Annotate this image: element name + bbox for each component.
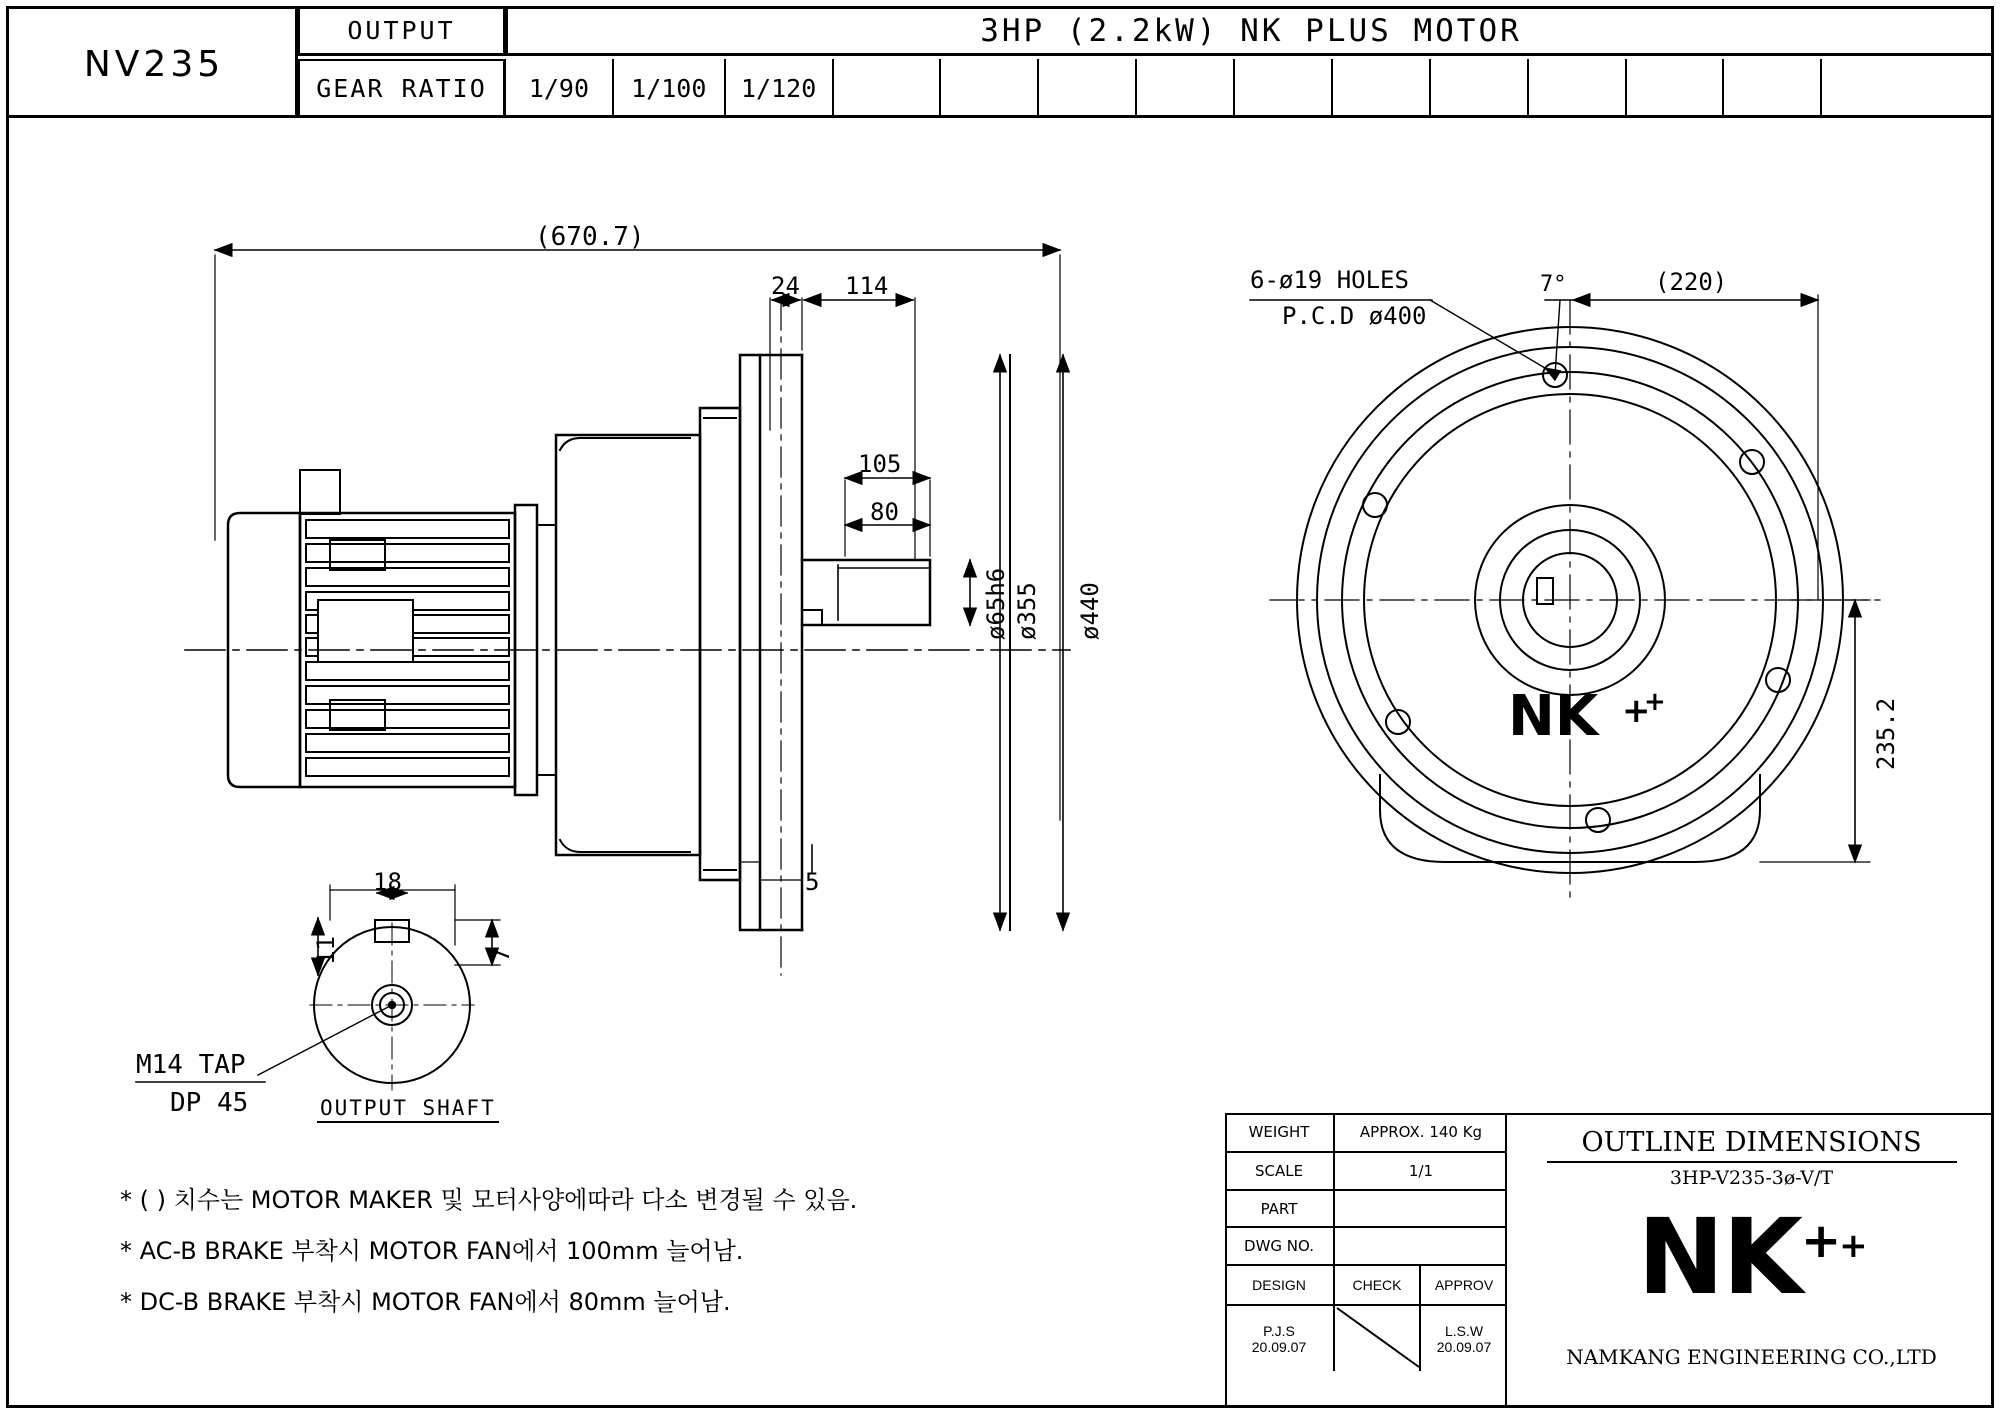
model-label: NV235 bbox=[83, 43, 225, 85]
tb-head-check: CHECK bbox=[1335, 1266, 1421, 1304]
gear-ratio-cell-0: 1/90 bbox=[506, 59, 614, 118]
output-label: OUTPUT bbox=[298, 6, 506, 56]
company-logo-plus: ++ bbox=[1800, 1213, 1866, 1270]
dim-angle: 7° bbox=[1540, 272, 1567, 297]
gear-ratio-cell-6 bbox=[1137, 59, 1235, 118]
tb-row-dwgno bbox=[1225, 1228, 1507, 1266]
note-holes: 6-ø19 HOLES bbox=[1250, 266, 1409, 294]
tb-sign-approv-name: L.S.W bbox=[1444, 1322, 1484, 1339]
gear-ratio-cell-5 bbox=[1039, 59, 1137, 118]
tb-key-dwgno: DWG NO. bbox=[1225, 1228, 1335, 1264]
tb-approval-values bbox=[1225, 1306, 1507, 1371]
tb-key-weight: WEIGHT bbox=[1225, 1113, 1335, 1151]
note-2: * DC-B BRAKE 부착시 MOTOR FAN에서 80mm 늘어남. bbox=[120, 1288, 731, 1316]
dim-front-height: 235.2 bbox=[1872, 697, 1900, 770]
gear-ratio-cell-9 bbox=[1431, 59, 1529, 118]
company-name: NAMKANG ENGINEERING CO.,LTD bbox=[1566, 1345, 1937, 1369]
tb-key-scale: SCALE bbox=[1225, 1153, 1335, 1189]
note-m14-tap: M14 TAP bbox=[136, 1050, 246, 1080]
tb-approval-headers bbox=[1225, 1266, 1507, 1306]
tb-sign-approv bbox=[1421, 1306, 1507, 1371]
company-logo-text: NK bbox=[1637, 1196, 1801, 1318]
dim-5: 5 bbox=[805, 868, 820, 896]
gear-ratio-cell-13 bbox=[1822, 59, 1994, 118]
dim-7: 7 bbox=[487, 947, 515, 962]
title-block-right bbox=[1509, 1113, 1994, 1408]
company-logo bbox=[1509, 1196, 1994, 1318]
gear-ratio-cell-7 bbox=[1235, 59, 1333, 118]
dim-114: 114 bbox=[845, 272, 889, 300]
dim-105: 105 bbox=[858, 450, 902, 478]
note-pcd: P.C.D ø400 bbox=[1282, 302, 1427, 330]
tb-sign-approv-date: 20.09.07 bbox=[1436, 1338, 1492, 1355]
tb-row-part bbox=[1225, 1191, 1507, 1228]
gear-ratio-cell-4 bbox=[941, 59, 1039, 118]
drawing-subtitle: 3HP-V235-3ø-V/T bbox=[1669, 1167, 1834, 1189]
gear-ratio-cell-1: 1/100 bbox=[614, 59, 726, 118]
dim-shaft-dia: ø65h6 bbox=[982, 567, 1010, 640]
svg-text:+: + bbox=[1644, 687, 1666, 717]
title-block-left bbox=[1225, 1113, 1507, 1408]
tb-value-part bbox=[1335, 1191, 1507, 1226]
note-0: * ( ) 치수는 MOTOR MAKER 및 모터사양에따라 다소 변경될 수 있음. bbox=[120, 1186, 858, 1214]
gear-ratio-cell-3 bbox=[834, 59, 942, 118]
tb-value-dwgno bbox=[1335, 1228, 1507, 1264]
gear-ratio-label: GEAR RATIO bbox=[298, 59, 506, 118]
dim-overall-length: (670.7) bbox=[535, 222, 645, 252]
caption-output-shaft: OUTPUT SHAFT bbox=[320, 1096, 496, 1120]
tb-value-scale: 1/1 bbox=[1408, 1162, 1434, 1180]
gear-ratio-cell-2: 1/120 bbox=[726, 59, 834, 118]
tb-sign-check bbox=[1335, 1306, 1421, 1371]
gear-ratio-cell-10 bbox=[1529, 59, 1627, 118]
tb-value-weight: APPROX. 140 Kg bbox=[1359, 1123, 1483, 1141]
note-1: * AC-B BRAKE 부착시 MOTOR FAN에서 100mm 늘어남. bbox=[120, 1237, 744, 1265]
gear-ratio-cell-11 bbox=[1627, 59, 1725, 118]
title-rule bbox=[1547, 1161, 1957, 1163]
tb-head-approv: APPROV bbox=[1434, 1277, 1494, 1293]
drawing-title: OUTLINE DIMENSIONS bbox=[1581, 1127, 1922, 1158]
gear-ratio-row bbox=[506, 59, 1994, 118]
tb-row-weight bbox=[1225, 1113, 1507, 1153]
gear-ratio-cell-8 bbox=[1333, 59, 1431, 118]
svg-text:NK: NK bbox=[1508, 684, 1599, 749]
model-cell bbox=[6, 6, 298, 118]
dim-11: 11 bbox=[312, 936, 340, 965]
notes-list bbox=[120, 1180, 1020, 1333]
tb-key-part: PART bbox=[1225, 1191, 1335, 1226]
dim-24: 24 bbox=[771, 272, 800, 300]
dim-front-width: (220) bbox=[1655, 268, 1728, 296]
svg-text:+: + bbox=[1622, 691, 1651, 731]
tb-sign-design bbox=[1225, 1306, 1335, 1371]
dim-18: 18 bbox=[373, 868, 402, 896]
tb-row-scale bbox=[1225, 1153, 1507, 1191]
tb-head-design: DESIGN bbox=[1225, 1266, 1335, 1304]
dim-flange-od: ø440 bbox=[1076, 582, 1104, 640]
note-dp45: DP 45 bbox=[170, 1088, 249, 1118]
gear-ratio-cell-12 bbox=[1724, 59, 1822, 118]
tb-sign-design-name: P.J.S bbox=[1263, 1322, 1295, 1339]
tb-sign-design-date: 20.09.07 bbox=[1251, 1338, 1307, 1355]
output-value: 3HP (2.2kW) NK PLUS MOTOR bbox=[506, 6, 1994, 56]
dim-flange-pilot: ø355 bbox=[1013, 582, 1041, 640]
dim-80: 80 bbox=[870, 498, 899, 526]
